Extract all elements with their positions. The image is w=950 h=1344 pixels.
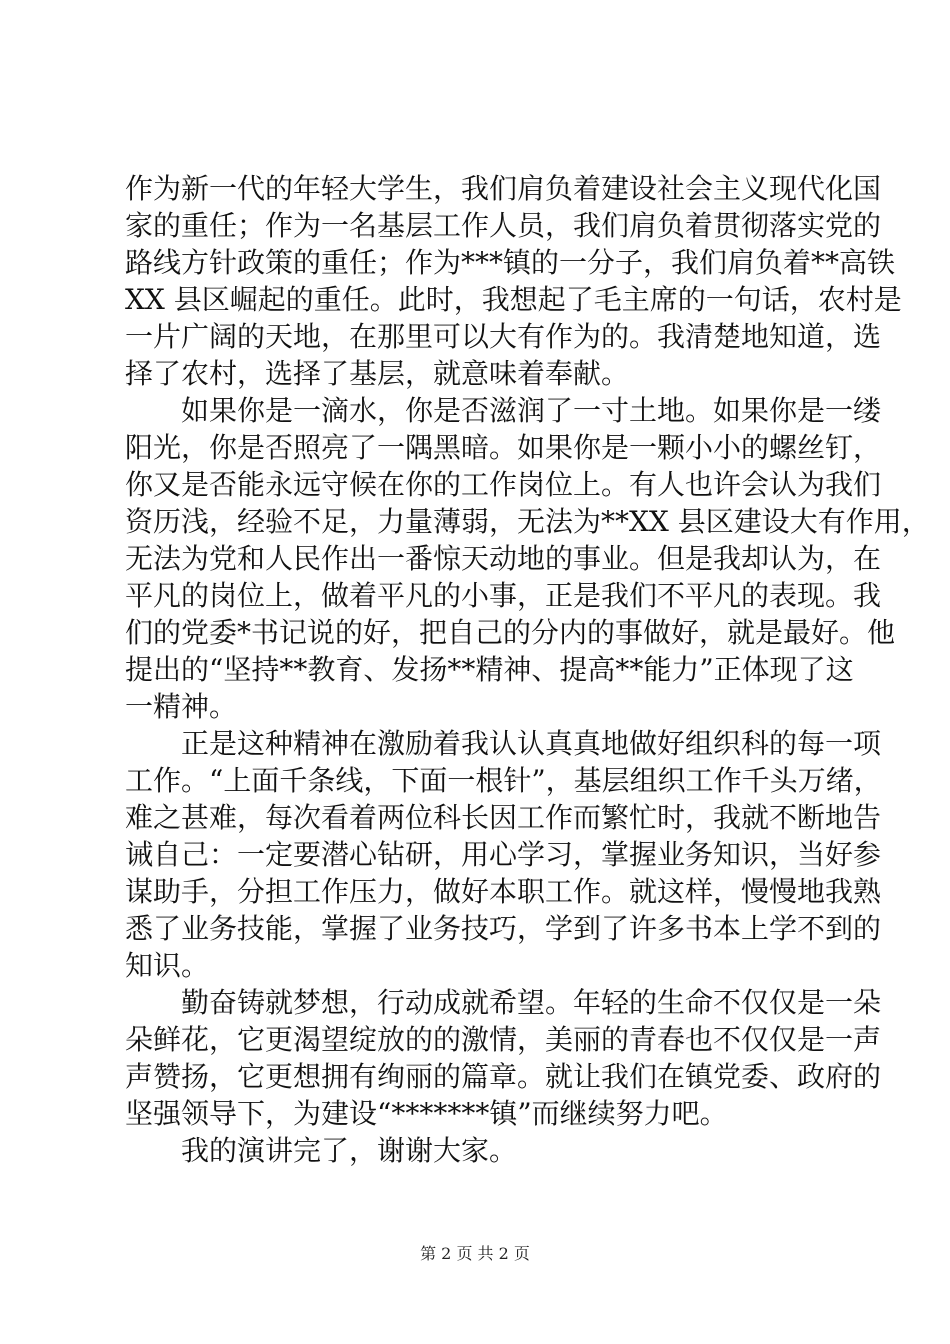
paragraph-2-line-2: 阳光，你是否照亮了一隅黑暗。如果你是一颗小小的螺丝钉， — [125, 431, 882, 464]
paragraph-3-line-7: 知识。 — [125, 949, 210, 982]
paragraph-2-line-6: 平凡的岗位上，做着平凡的小事，正是我们不平凡的表现。我 — [125, 579, 882, 612]
paragraph-2-line-8: 提出的“坚持**教育、发扬**精神、提高**能力”正体现了这 — [125, 653, 854, 686]
page-number-footer: 第 2 页 共 2 页 — [420, 1244, 530, 1263]
paragraph-2-line-9: 一精神。 — [125, 690, 238, 723]
paragraph-2-line-7: 们的党委*书记说的好，把自己的分内的事做好，就是最好。他 — [125, 616, 896, 649]
paragraph-3-line-5: 谋助手，分担工作压力，做好本职工作。就这样，慢慢地我熟 — [125, 875, 882, 908]
paragraph-2-line-4: 资历浅，经验不足，力量薄弱，无法为**XX 县区建设大有作用， — [125, 505, 930, 538]
paragraph-3-line-4: 诫自己：一定要潜心钻研，用心学习，掌握业务知识，当好参 — [125, 838, 882, 871]
paragraph-3-line-1: 正是这种精神在激励着我认认真真地做好组织科的每一项 — [181, 727, 882, 760]
paragraph-4-line-4: 坚强领导下，为建设“*******镇”而继续努力吧。 — [125, 1097, 728, 1130]
paragraph-3-line-6: 悉了业务技能，掌握了业务技巧，学到了许多书本上学不到的 — [125, 912, 882, 945]
paragraph-2-line-3: 你又是否能永远守候在你的工作岗位上。有人也许会认为我们 — [125, 468, 882, 501]
paragraph-2-line-5: 无法为党和人民作出一番惊天动地的事业。但是我却认为，在 — [125, 542, 882, 575]
paragraph-5-line-1: 我的演讲完了，谢谢大家。 — [181, 1134, 518, 1167]
paragraph-1-line-6: 择了农村，选择了基层，就意味着奉献。 — [125, 357, 630, 390]
paragraph-4-line-3: 声赞扬，它更想拥有绚丽的篇章。就让我们在镇党委、政府的 — [125, 1060, 882, 1093]
paragraph-1-line-3: 路线方针政策的重任；作为***镇的一分子，我们肩负着**高铁 — [125, 246, 896, 279]
paragraph-2-line-1: 如果你是一滴水，你是否滋润了一寸土地。如果你是一缕 — [181, 394, 882, 427]
paragraph-1-line-4: XX 县区崛起的重任。此时，我想起了毛主席的一句话，农村是 — [125, 283, 902, 316]
paragraph-4-line-1: 勤奋铸就梦想，行动成就希望。年轻的生命不仅仅是一朵 — [181, 986, 882, 1019]
paragraph-3-line-3: 难之甚难，每次看着两位科长因工作而繁忙时，我就不断地告 — [125, 801, 882, 834]
paragraph-1-line-1: 作为新一代的年轻大学生，我们肩负着建设社会主义现代化国 — [125, 172, 882, 205]
paragraph-1-line-2: 家的重任；作为一名基层工作人员，我们肩负着贯彻落实党的 — [125, 209, 882, 242]
document-body — [125, 170, 930, 1169]
paragraph-3-line-2: 工作。“上面千条线，下面一根针”，基层组织工作千头万绪， — [125, 764, 882, 797]
paragraph-4-line-2: 朵鲜花，它更渴望绽放的的激情，美丽的青春也不仅仅是一声 — [125, 1023, 882, 1056]
paragraph-1-line-5: 一片广阔的天地，在那里可以大有作为的。我清楚地知道，选 — [125, 320, 882, 353]
